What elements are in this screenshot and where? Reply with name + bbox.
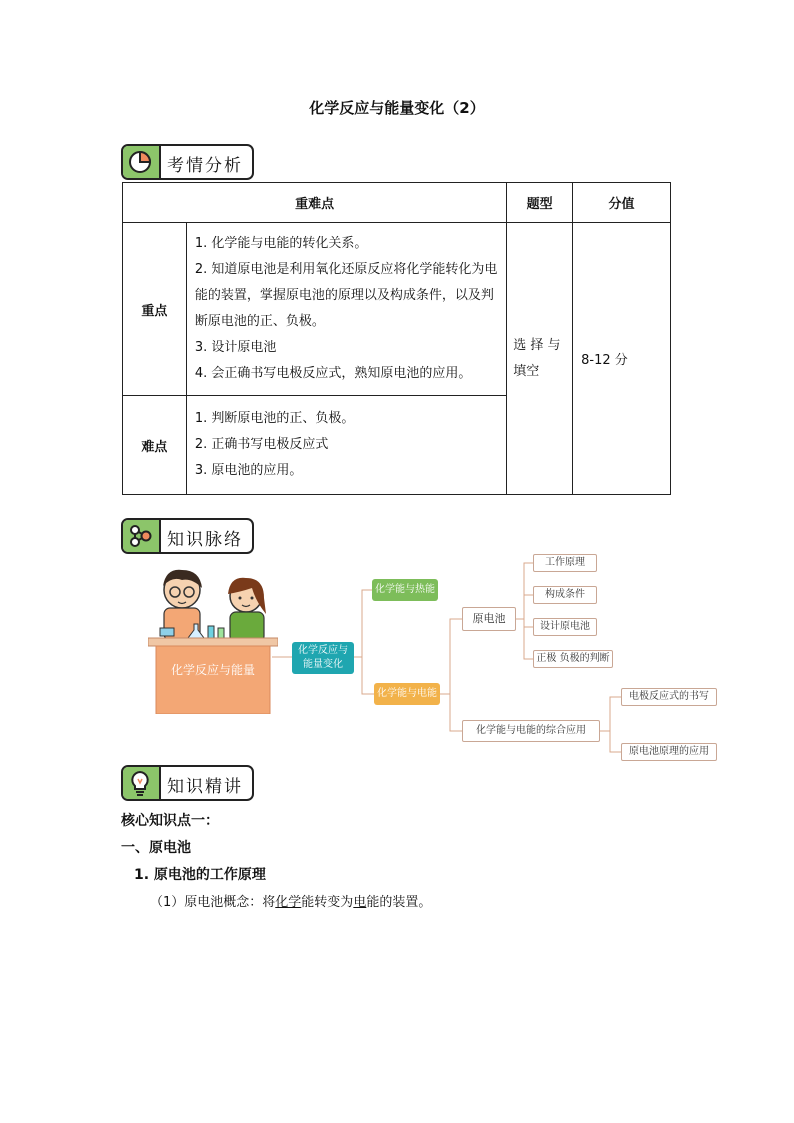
list-item: 1. 化学能与电能的转化关系。 bbox=[194, 236, 368, 251]
header-keypoints: 重难点 bbox=[123, 183, 507, 223]
list-item: 2. 知道原电池是利用氧化还原反应将化学能转化为电能的装置，掌握原电池的原理以及构成条件，以及判断原电池的正、负极。 bbox=[194, 262, 498, 329]
concept-paragraph bbox=[150, 891, 431, 910]
branch-electric: 化学能与电能 bbox=[374, 683, 440, 705]
row-label-key: 重点 bbox=[123, 223, 187, 396]
header-question-type: 题型 bbox=[507, 183, 573, 223]
core-point-heading: 核心知识点一： bbox=[121, 813, 219, 829]
question-type-cell: 选 择 与 填空 bbox=[507, 223, 573, 495]
section-title: 知识精讲 bbox=[167, 777, 243, 797]
leaf-equation-writing: 电极反应式的书写 bbox=[621, 688, 717, 706]
leaf-principle: 工作原理 bbox=[533, 554, 597, 572]
list-item: 2. 正确书写电极反应式 bbox=[194, 437, 329, 452]
section-title: 知识脉络 bbox=[167, 530, 243, 550]
kids-illustration bbox=[148, 562, 278, 714]
branch-heat: 化学能与热能 bbox=[372, 579, 438, 601]
node-application: 化学能与电能的综合应用 bbox=[462, 720, 600, 742]
mindmap-root: 化学反应与能量变化 bbox=[292, 642, 354, 674]
list-item: 1. 判断原电池的正、负极。 bbox=[194, 411, 355, 426]
score-cell: 8-12 分 bbox=[573, 223, 671, 495]
node-battery: 原电池 bbox=[462, 607, 516, 631]
header-score: 分值 bbox=[573, 183, 671, 223]
text-segment: （1）原电池概念：将 bbox=[150, 895, 276, 910]
text-segment: 能的装置。 bbox=[366, 895, 432, 910]
section-header-knowledge bbox=[121, 765, 254, 801]
leaf-design: 设计原电池 bbox=[533, 618, 597, 636]
leaf-battery-application: 原电池原理的应用 bbox=[621, 743, 717, 761]
page-title: 化学反应与能量变化（2） bbox=[309, 99, 485, 117]
text-segment: 能转变为 bbox=[301, 895, 354, 910]
leaf-conditions: 构成条件 bbox=[533, 586, 597, 604]
list-item: 4. 会正确书写电极反应式，熟知原电池的应用。 bbox=[194, 366, 472, 381]
underlined-answer: 化学 bbox=[275, 895, 302, 910]
leaf-electrode-judgement: 正极 负极的判断 bbox=[533, 650, 613, 668]
list-item: 3. 设计原电池 bbox=[194, 340, 277, 355]
heading-galvanic-cell: 一、原电池 bbox=[121, 840, 191, 856]
row-label-difficult: 难点 bbox=[123, 396, 187, 495]
underlined-answer: 电 bbox=[353, 895, 367, 910]
subheading-working-principle: 1. 原电池的工作原理 bbox=[134, 867, 266, 883]
board-label: 化学反应与能量 bbox=[170, 663, 255, 677]
section-title: 考情分析 bbox=[167, 156, 243, 176]
lightbulb-icon bbox=[123, 767, 161, 799]
list-item: 3. 原电池的应用。 bbox=[194, 463, 303, 478]
